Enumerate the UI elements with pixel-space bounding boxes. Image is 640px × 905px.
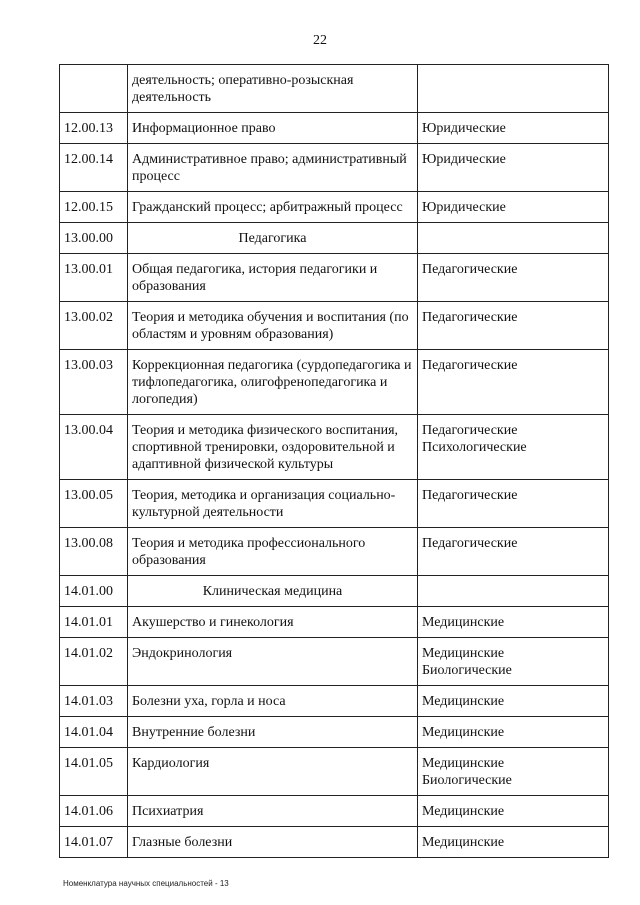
science-field	[418, 480, 609, 528]
specialties-table	[59, 64, 609, 858]
specialty-name: Эндокринология	[128, 638, 418, 686]
science-field	[418, 302, 609, 350]
table-row	[60, 302, 609, 350]
specialty-name: Теория, методика и организация социально-культурной деятельности	[128, 480, 418, 528]
science-field	[418, 796, 609, 827]
science-field	[418, 576, 609, 607]
science-field-item: Медицинские	[422, 694, 505, 709]
page-number: 22	[313, 33, 327, 48]
science-field	[418, 350, 609, 415]
science-field	[418, 254, 609, 302]
specialty-code: 14.01.07	[60, 827, 128, 858]
table-row	[60, 686, 609, 717]
specialty-name: Административное право; административный процесс	[128, 144, 418, 192]
specialty-code: 13.00.02	[60, 302, 128, 350]
specialty-name: Коррекционная педагогика (сурдопедагогика и тифлопедагогика, олигофренопедагогика и логопедия)	[128, 350, 418, 415]
table-row	[60, 796, 609, 827]
table-row	[60, 254, 609, 302]
specialty-code: 13.00.01	[60, 254, 128, 302]
specialty-code: 14.01.05	[60, 748, 128, 796]
specialty-code: 14.01.00	[60, 576, 128, 607]
science-field-item: Медицинские	[422, 725, 505, 740]
specialty-name: Общая педагогика, история педагогики и образования	[128, 254, 418, 302]
science-field-item: Биологические	[422, 773, 512, 788]
specialty-code	[60, 65, 128, 113]
science-field	[418, 528, 609, 576]
section-heading-row	[60, 576, 609, 607]
science-field	[418, 144, 609, 192]
science-field	[418, 686, 609, 717]
science-field	[418, 113, 609, 144]
specialty-code: 14.01.06	[60, 796, 128, 827]
specialty-name: Гражданский процесс; арбитражный процесс	[128, 192, 418, 223]
specialty-code: 14.01.01	[60, 607, 128, 638]
science-field	[418, 607, 609, 638]
science-field-item: Медицинские	[422, 646, 505, 661]
table-row	[60, 415, 609, 480]
science-field-item: Медицинские	[422, 615, 505, 630]
specialty-code: 13.00.04	[60, 415, 128, 480]
specialty-name: Болезни уха, горла и носа	[128, 686, 418, 717]
science-field	[418, 717, 609, 748]
specialty-code: 12.00.13	[60, 113, 128, 144]
section-heading: Клиническая медицина	[128, 576, 418, 607]
table-row	[60, 638, 609, 686]
specialty-code: 13.00.03	[60, 350, 128, 415]
science-field	[418, 65, 609, 113]
science-field	[418, 827, 609, 858]
specialties-table-body	[60, 65, 609, 858]
science-field-item: Медицинские	[422, 756, 505, 771]
specialty-name: Внутренние болезни	[128, 717, 418, 748]
specialty-name: Глазные болезни	[128, 827, 418, 858]
specialty-code: 13.00.05	[60, 480, 128, 528]
science-field-item: Педагогические	[422, 423, 518, 438]
specialty-name: Информационное право	[128, 113, 418, 144]
specialty-code: 14.01.03	[60, 686, 128, 717]
science-field-item: Психологические	[422, 440, 527, 455]
specialty-name: деятельность; оперативно-розыскная деятельность	[128, 65, 418, 113]
science-field-item: Биологические	[422, 663, 512, 678]
table-row	[60, 480, 609, 528]
science-field-item: Педагогические	[422, 536, 518, 551]
specialty-code: 14.01.02	[60, 638, 128, 686]
table-row	[60, 144, 609, 192]
table-row	[60, 748, 609, 796]
specialty-code: 12.00.14	[60, 144, 128, 192]
document-footer: Номенклатура научных специальностей - 13	[63, 879, 229, 888]
specialty-code: 12.00.15	[60, 192, 128, 223]
table-row	[60, 528, 609, 576]
science-field-item: Юридические	[422, 200, 506, 215]
science-field	[418, 748, 609, 796]
table-row	[60, 113, 609, 144]
specialty-name: Психиатрия	[128, 796, 418, 827]
table-row	[60, 192, 609, 223]
section-heading-row	[60, 223, 609, 254]
table-row	[60, 717, 609, 748]
specialty-name: Кардиология	[128, 748, 418, 796]
science-field	[418, 223, 609, 254]
science-field-item: Медицинские	[422, 835, 505, 850]
specialty-name: Теория и методика профессионального образования	[128, 528, 418, 576]
specialty-code: 13.00.00	[60, 223, 128, 254]
table-row	[60, 65, 609, 113]
specialty-name: Акушерство и гинекология	[128, 607, 418, 638]
science-field	[418, 415, 609, 480]
science-field	[418, 192, 609, 223]
table-row	[60, 350, 609, 415]
specialty-code: 14.01.04	[60, 717, 128, 748]
table-row	[60, 827, 609, 858]
section-heading: Педагогика	[128, 223, 418, 254]
specialty-name: Теория и методика физического воспитания, спортивной тренировки, оздоровительной и адаптивной физической культуры	[128, 415, 418, 480]
science-field-item: Педагогические	[422, 488, 518, 503]
science-field-item: Педагогические	[422, 358, 518, 373]
specialty-code: 13.00.08	[60, 528, 128, 576]
science-field-item: Юридические	[422, 121, 506, 136]
science-field-item: Педагогические	[422, 262, 518, 277]
science-field-item: Юридические	[422, 152, 506, 167]
table-row	[60, 607, 609, 638]
science-field-item: Медицинские	[422, 804, 505, 819]
science-field	[418, 638, 609, 686]
specialty-name: Теория и методика обучения и воспитания (по областям и уровням образования)	[128, 302, 418, 350]
science-field-item: Педагогические	[422, 310, 518, 325]
